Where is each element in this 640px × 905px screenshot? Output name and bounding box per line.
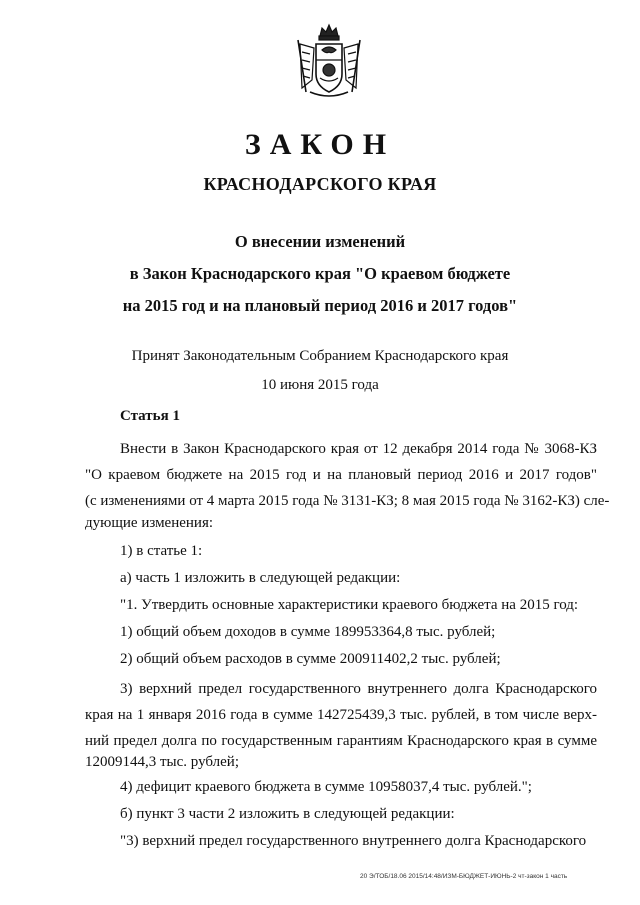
- document-subtitle: КРАСНОДАРСКОГО КРАЯ: [203, 174, 437, 194]
- item-1: 1) в статье 1:: [120, 543, 203, 559]
- document-title: ЗАКОН: [244, 128, 396, 161]
- intro-line: (с изменениями от 4 марта 2015 года № 3131-КЗ; 8 мая 2015 года № 3162-КЗ) сле-: [85, 493, 610, 509]
- sub-item-3-paragraph: [85, 676, 597, 754]
- quote-part-3: "3) верхний предел государственного внутреннего долга Краснодарского: [120, 833, 587, 849]
- footer-file-path: 20 Э/ТОБ/18.06 2015/14:48/ИЗМ-БЮДЖЕТ-ИЮНЬ-2 чт-закон 1 часть: [360, 873, 568, 880]
- article-intro-paragraph: [85, 436, 610, 514]
- sub-item-1: 1) общий объем доходов в сумме 189953364,8 тыс. рублей;: [120, 624, 496, 640]
- coat-of-arms-icon: [296, 22, 362, 100]
- adoption-note: Принят Законодательным Собранием Краснодарского края: [131, 348, 509, 364]
- item-a: а) часть 1 изложить в следующей редакции:: [120, 570, 401, 586]
- sub-item-3-last: 12009144,3 тыс. рублей;: [85, 754, 239, 770]
- intro-line: "О краевом бюджете на 2015 год и на плановый период 2016 и 2017 годов": [85, 467, 597, 483]
- law-heading-line-3: на 2015 год и на плановый период 2016 и 2017 годов": [122, 296, 518, 315]
- sub-item-3-line: края на 1 января 2016 года в сумме 142725439,3 тыс. рублей, в том числе верх-: [85, 707, 597, 723]
- intro-line: Внести в Закон Краснодарского края от 12 декабря 2014 года № 3068-КЗ: [120, 441, 597, 457]
- article-title: Статья 1: [120, 408, 180, 424]
- adoption-date: 10 июня 2015 года: [261, 377, 379, 393]
- law-heading-line-2: в Закон Краснодарского края "О краевом бюджете: [129, 264, 511, 283]
- sub-item-2: 2) общий объем расходов в сумме 200911402,2 тыс. рублей;: [120, 651, 501, 667]
- item-b: б) пункт 3 части 2 изложить в следующей редакции:: [120, 806, 455, 822]
- sub-item-3-line: ний предел долга по государственным гарантиям Краснодарского края в сумме: [85, 733, 597, 749]
- intro-line-last: дующие изменения:: [85, 515, 214, 531]
- law-heading-line-1: О внесении изменений: [234, 232, 406, 251]
- sub-item-3-line: 3) верхний предел государственного внутреннего долга Краснодарского: [120, 681, 597, 697]
- sub-item-4: 4) дефицит краевого бюджета в сумме 10958037,4 тыс. рублей.";: [120, 779, 532, 795]
- quote-part-1: "1. Утвердить основные характеристики краевого бюджета на 2015 год:: [120, 597, 579, 613]
